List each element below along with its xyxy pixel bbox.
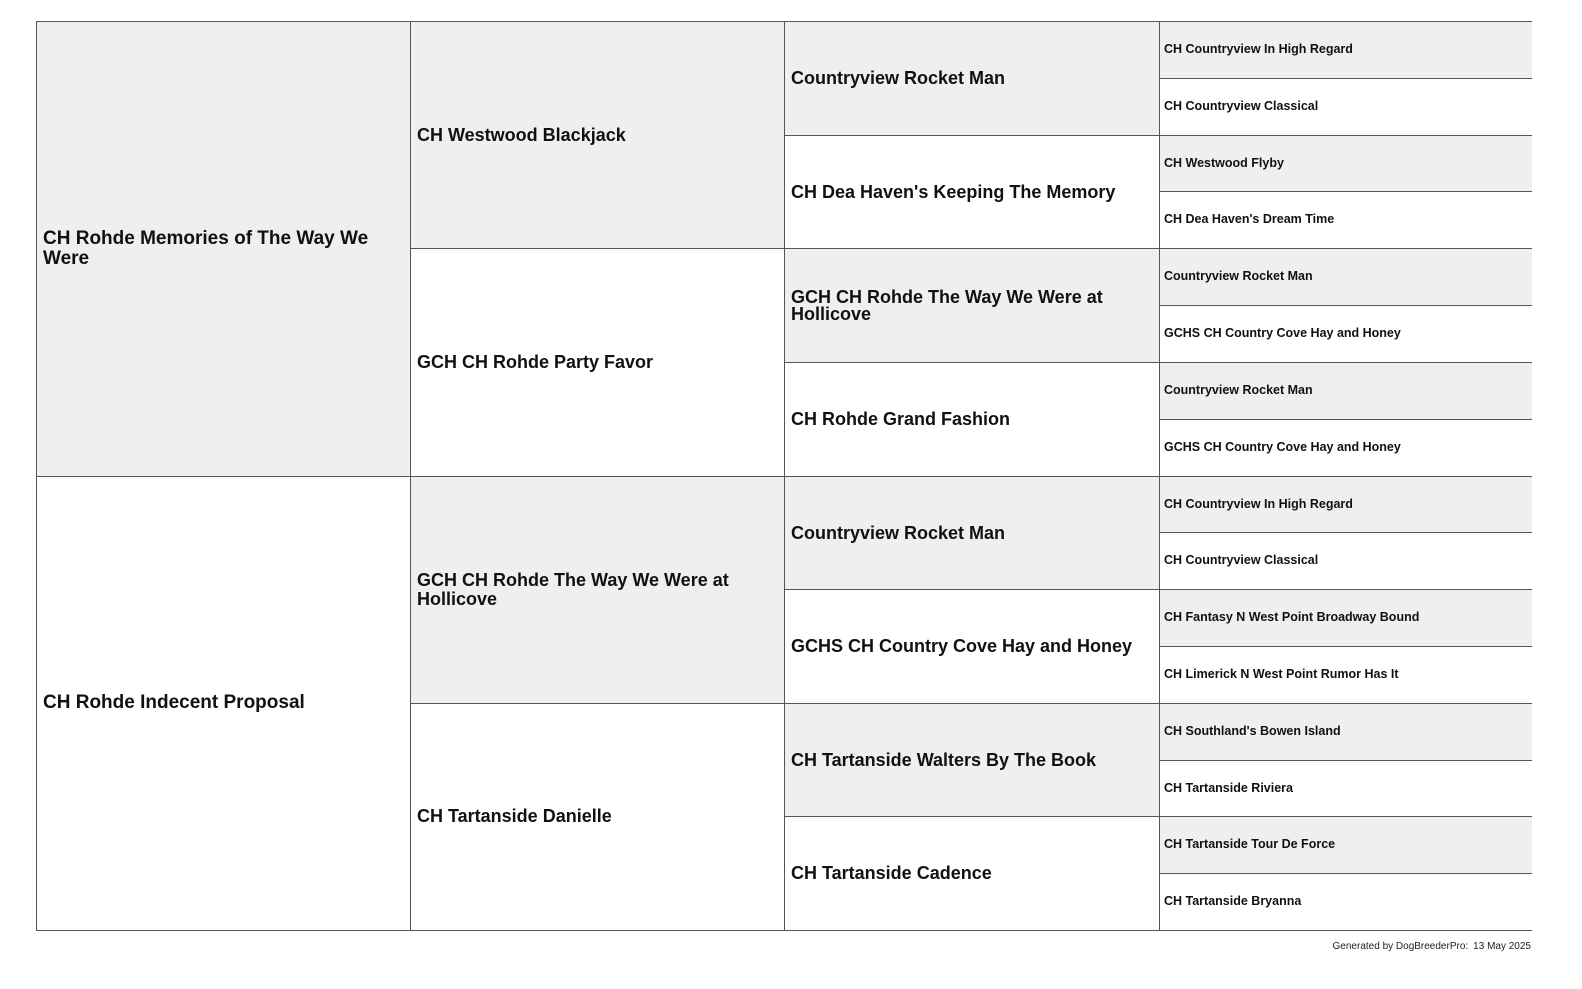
great-grandparent-cell (784, 816, 1159, 930)
great-grandparent-name: CH Rohde Grand Fashion (791, 408, 1011, 429)
gg-grandparent-cell (1159, 873, 1532, 930)
gg-grandparent-cell (1159, 248, 1532, 305)
gg-grandparent-name: CH Countryview Classical (1164, 553, 1319, 568)
gg-grandparent-cell (1159, 135, 1532, 192)
gg-grandparent-cell (1159, 703, 1532, 760)
great-grandparent-name: CH Dea Haven's Keeping The Memory (791, 181, 1116, 202)
gg-grandparent-name: CH Tartanside Tour De Force (1164, 837, 1336, 852)
gg-grandparent-cell (1159, 816, 1532, 873)
gg-grandparent-cell (1159, 476, 1532, 533)
great-grandparent-cell (784, 476, 1159, 590)
grandparent-name: CH Tartanside Danielle (417, 806, 612, 827)
dam-name: CH Rohde Indecent Proposal (43, 692, 305, 714)
pedigree-chart (36, 21, 1532, 931)
great-grandparent-name: CH Tartanside Walters By The Book (791, 749, 1097, 770)
footer (1333, 941, 1531, 952)
grandparent-cell (410, 476, 784, 703)
gg-grandparent-name: CH Countryview Classical (1164, 98, 1319, 113)
grandparent-name: CH Westwood Blackjack (417, 124, 626, 145)
sire-name: CH Rohde Memories of The Way We Were (43, 227, 369, 269)
dam-cell (36, 476, 410, 931)
sire-cell (36, 21, 410, 476)
gg-grandparent-cell (1159, 305, 1532, 362)
great-grandparent-name: GCHS CH Country Cove Hay and Honey (791, 636, 1133, 657)
gg-grandparent-name: CH Countryview In High Regard (1164, 42, 1353, 57)
great-grandparent-name: Countryview Rocket Man (791, 68, 1006, 89)
gg-grandparent-cell (1159, 419, 1532, 476)
great-grandparent-cell (784, 589, 1159, 703)
grandparent-name: GCH CH Rohde Party Favor (417, 351, 654, 372)
great-grandparent-cell (784, 362, 1159, 476)
gg-grandparent-name: CH Fantasy N West Point Broadway Bound (1164, 610, 1420, 625)
grandparent-cell (410, 703, 784, 930)
gg-grandparent-name: CH Southland's Bowen Island (1164, 723, 1341, 738)
great-grandparent-name: GCH CH Rohde The Way We Were at Hollicove (791, 287, 1103, 324)
gg-grandparent-cell (1159, 191, 1532, 248)
gg-grandparent-name: GCHS CH Country Cove Hay and Honey (1164, 439, 1401, 454)
gg-grandparent-name: CH Tartanside Bryanna (1164, 894, 1302, 909)
great-grandparent-cell (784, 21, 1159, 135)
gg-grandparent-cell (1159, 646, 1532, 703)
grandparent-cell (410, 248, 784, 475)
grandparent-name: GCH CH Rohde The Way We Were at Hollicove (417, 569, 729, 609)
gg-grandparent-name: GCHS CH Country Cove Hay and Honey (1164, 326, 1401, 341)
gg-grandparent-cell (1159, 760, 1532, 817)
generated-date: 13 May 2025 (1473, 941, 1531, 952)
gg-grandparent-name: CH Dea Haven's Dream Time (1164, 212, 1335, 227)
gg-grandparent-name: CH Tartanside Riviera (1164, 780, 1293, 795)
gg-grandparent-cell (1159, 78, 1532, 135)
gg-grandparent-name: Countryview Rocket Man (1164, 382, 1313, 397)
gg-grandparent-name: CH Limerick N West Point Rumor Has It (1164, 666, 1399, 681)
gg-grandparent-cell (1159, 532, 1532, 589)
great-grandparent-cell (784, 703, 1159, 817)
gg-grandparent-cell (1159, 362, 1532, 419)
gg-grandparent-name: CH Countryview In High Regard (1164, 496, 1353, 511)
gg-grandparent-name: CH Westwood Flyby (1164, 155, 1284, 170)
generated-by-label: Generated by DogBreederPro: (1332, 941, 1469, 952)
great-grandparent-name: CH Tartanside Cadence (791, 863, 992, 884)
gg-grandparent-name: Countryview Rocket Man (1164, 269, 1313, 284)
great-grandparent-cell (784, 248, 1159, 362)
grandparent-cell (410, 21, 784, 248)
gg-grandparent-cell (1159, 21, 1532, 78)
great-grandparent-cell (784, 135, 1159, 249)
gg-grandparent-cell (1159, 589, 1532, 646)
great-grandparent-name: Countryview Rocket Man (791, 522, 1006, 543)
